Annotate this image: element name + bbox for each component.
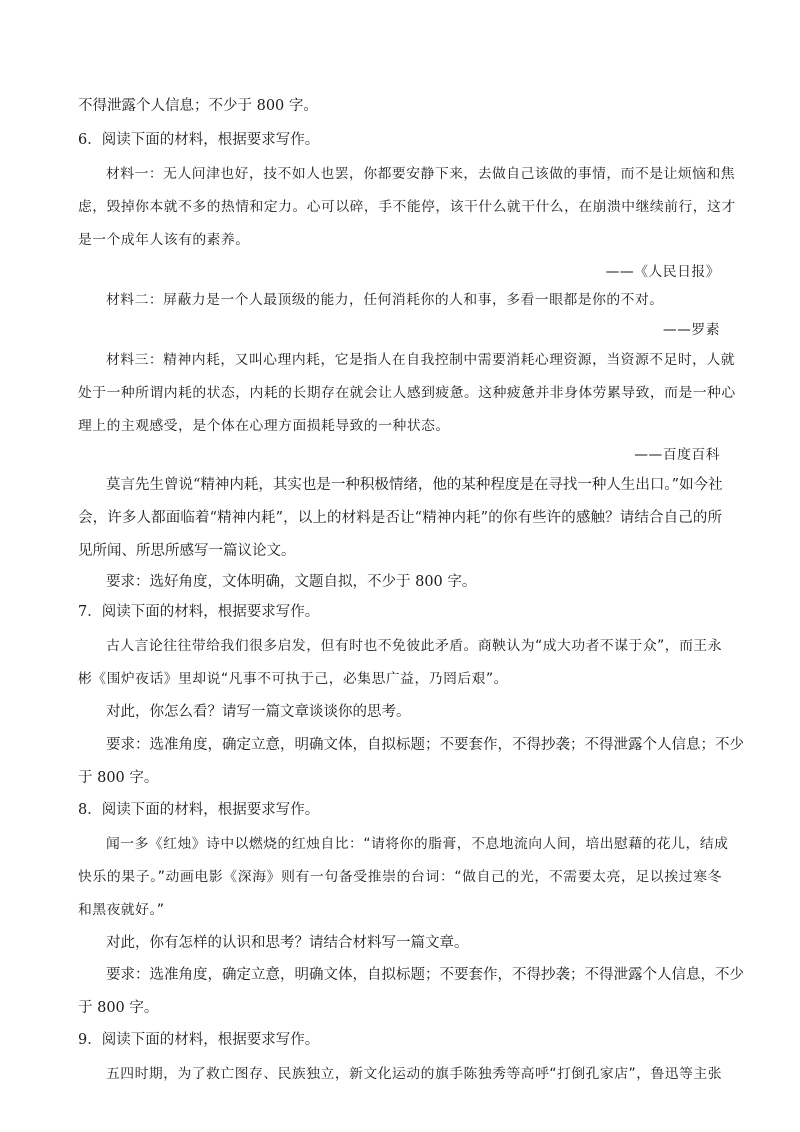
requirement-line: 要求：选好角度，文体明确，文题自拟，不少于 800 字。	[106, 574, 477, 590]
material-2-line: 材料二：屏蔽力是一个人最顶级的能力，任何消耗你的人和事，多看一眼都是你的不对。	[106, 292, 664, 308]
material-3-source: ——百度百科	[634, 447, 720, 463]
question-9-heading: 9．阅读下面的材料，根据要求写作。	[78, 1032, 320, 1048]
prompt-line: 对此，你有怎样的认识和思考？请结合材料写一篇文章。	[106, 935, 469, 951]
requirement-line: 于 800 字。	[78, 770, 159, 786]
material-1-source: ——《人民日报》	[605, 264, 720, 280]
prompt-line: 莫言先生曾说“精神内耗，其实也是一种积极情绪，他的某种程度是在寻找一种人生出口。”如今社	[106, 477, 723, 493]
material-1-line: 虑，毁掉你本就不多的热情和定力。心可以碎，手不能停，该干什么就干什么，在崩溃中继续前行，这才	[78, 199, 736, 215]
prompt-line: 会，许多人都面临着“精神内耗”，以上的材料是否让“精神内耗”的你有些许的感触？请结合自己的所	[78, 510, 722, 526]
material-line: 彬《围炉夜话》里却说“凡事不可执于己，必集思广益，乃罔后艰”。	[78, 671, 508, 687]
material-3-line: 处于一种所谓内耗的状态，内耗的长期存在就会让人感到疲惫。这种疲惫并非身体劳累导致，而是一种心	[78, 385, 736, 401]
prompt-line: 对此，你怎么看？请写一篇文章谈谈你的思考。	[106, 704, 411, 720]
material-line: 快乐的果子。”动画电影《深海》则有一句备受推崇的台词：“做自己的光，不需要太亮，足以挨过寒冬	[78, 869, 722, 885]
text-line: 不得泄露个人信息；不少于 800 字。	[78, 98, 318, 114]
question-8-heading: 8．阅读下面的材料，根据要求写作。	[78, 802, 320, 818]
material-line: 古人言论往往带给我们很多启发，但有时也不免彼此矛盾。商鞅认为“成大功者不谋于众”，而王永	[106, 638, 722, 654]
requirement-line: 于 800 字。	[78, 1000, 159, 1016]
material-1-line: 材料一：无人问津也好，技不如人也罢，你都要安静下来，去做自己该做的事情，而不是让烦恼和焦	[106, 166, 736, 182]
material-2-source: ——罗素	[662, 322, 720, 338]
question-7-heading: 7．阅读下面的材料，根据要求写作。	[78, 604, 320, 620]
material-line: 闻一多《红烛》诗中以燃烧的红烛自比：“请将你的脂膏，不息地流向人间，培出慰藉的花儿，结成	[106, 836, 729, 852]
material-line: 五四时期，为了救亡图存、民族独立，新文化运动的旗手陈独秀等高呼“打倒孔家店”，鲁迅等主张	[106, 1066, 722, 1082]
prompt-line: 见所闻、所思所感写一篇议论文。	[78, 543, 296, 559]
material-3-line: 理上的主观感受，是个体在心理方面损耗导致的一种状态。	[78, 418, 450, 434]
requirement-line: 要求：选准角度，确定立意，明确文体，自拟标题；不要套作，不得抄袭；不得泄露个人信息，不少	[106, 967, 744, 983]
material-1-line: 是一个成年人该有的素养。	[78, 232, 250, 248]
material-line: 和黑夜就好。”	[78, 902, 165, 918]
material-3-line: 材料三：精神内耗，又叫心理内耗，它是指人在自我控制中需要消耗心理资源，当资源不足时，人就	[106, 352, 736, 368]
requirement-line: 要求：选准角度，确定立意，明确文体，自拟标题；不要套作，不得抄袭；不得泄露个人信息；不少	[106, 737, 744, 753]
question-6-heading: 6．阅读下面的材料，根据要求写作。	[78, 132, 320, 148]
